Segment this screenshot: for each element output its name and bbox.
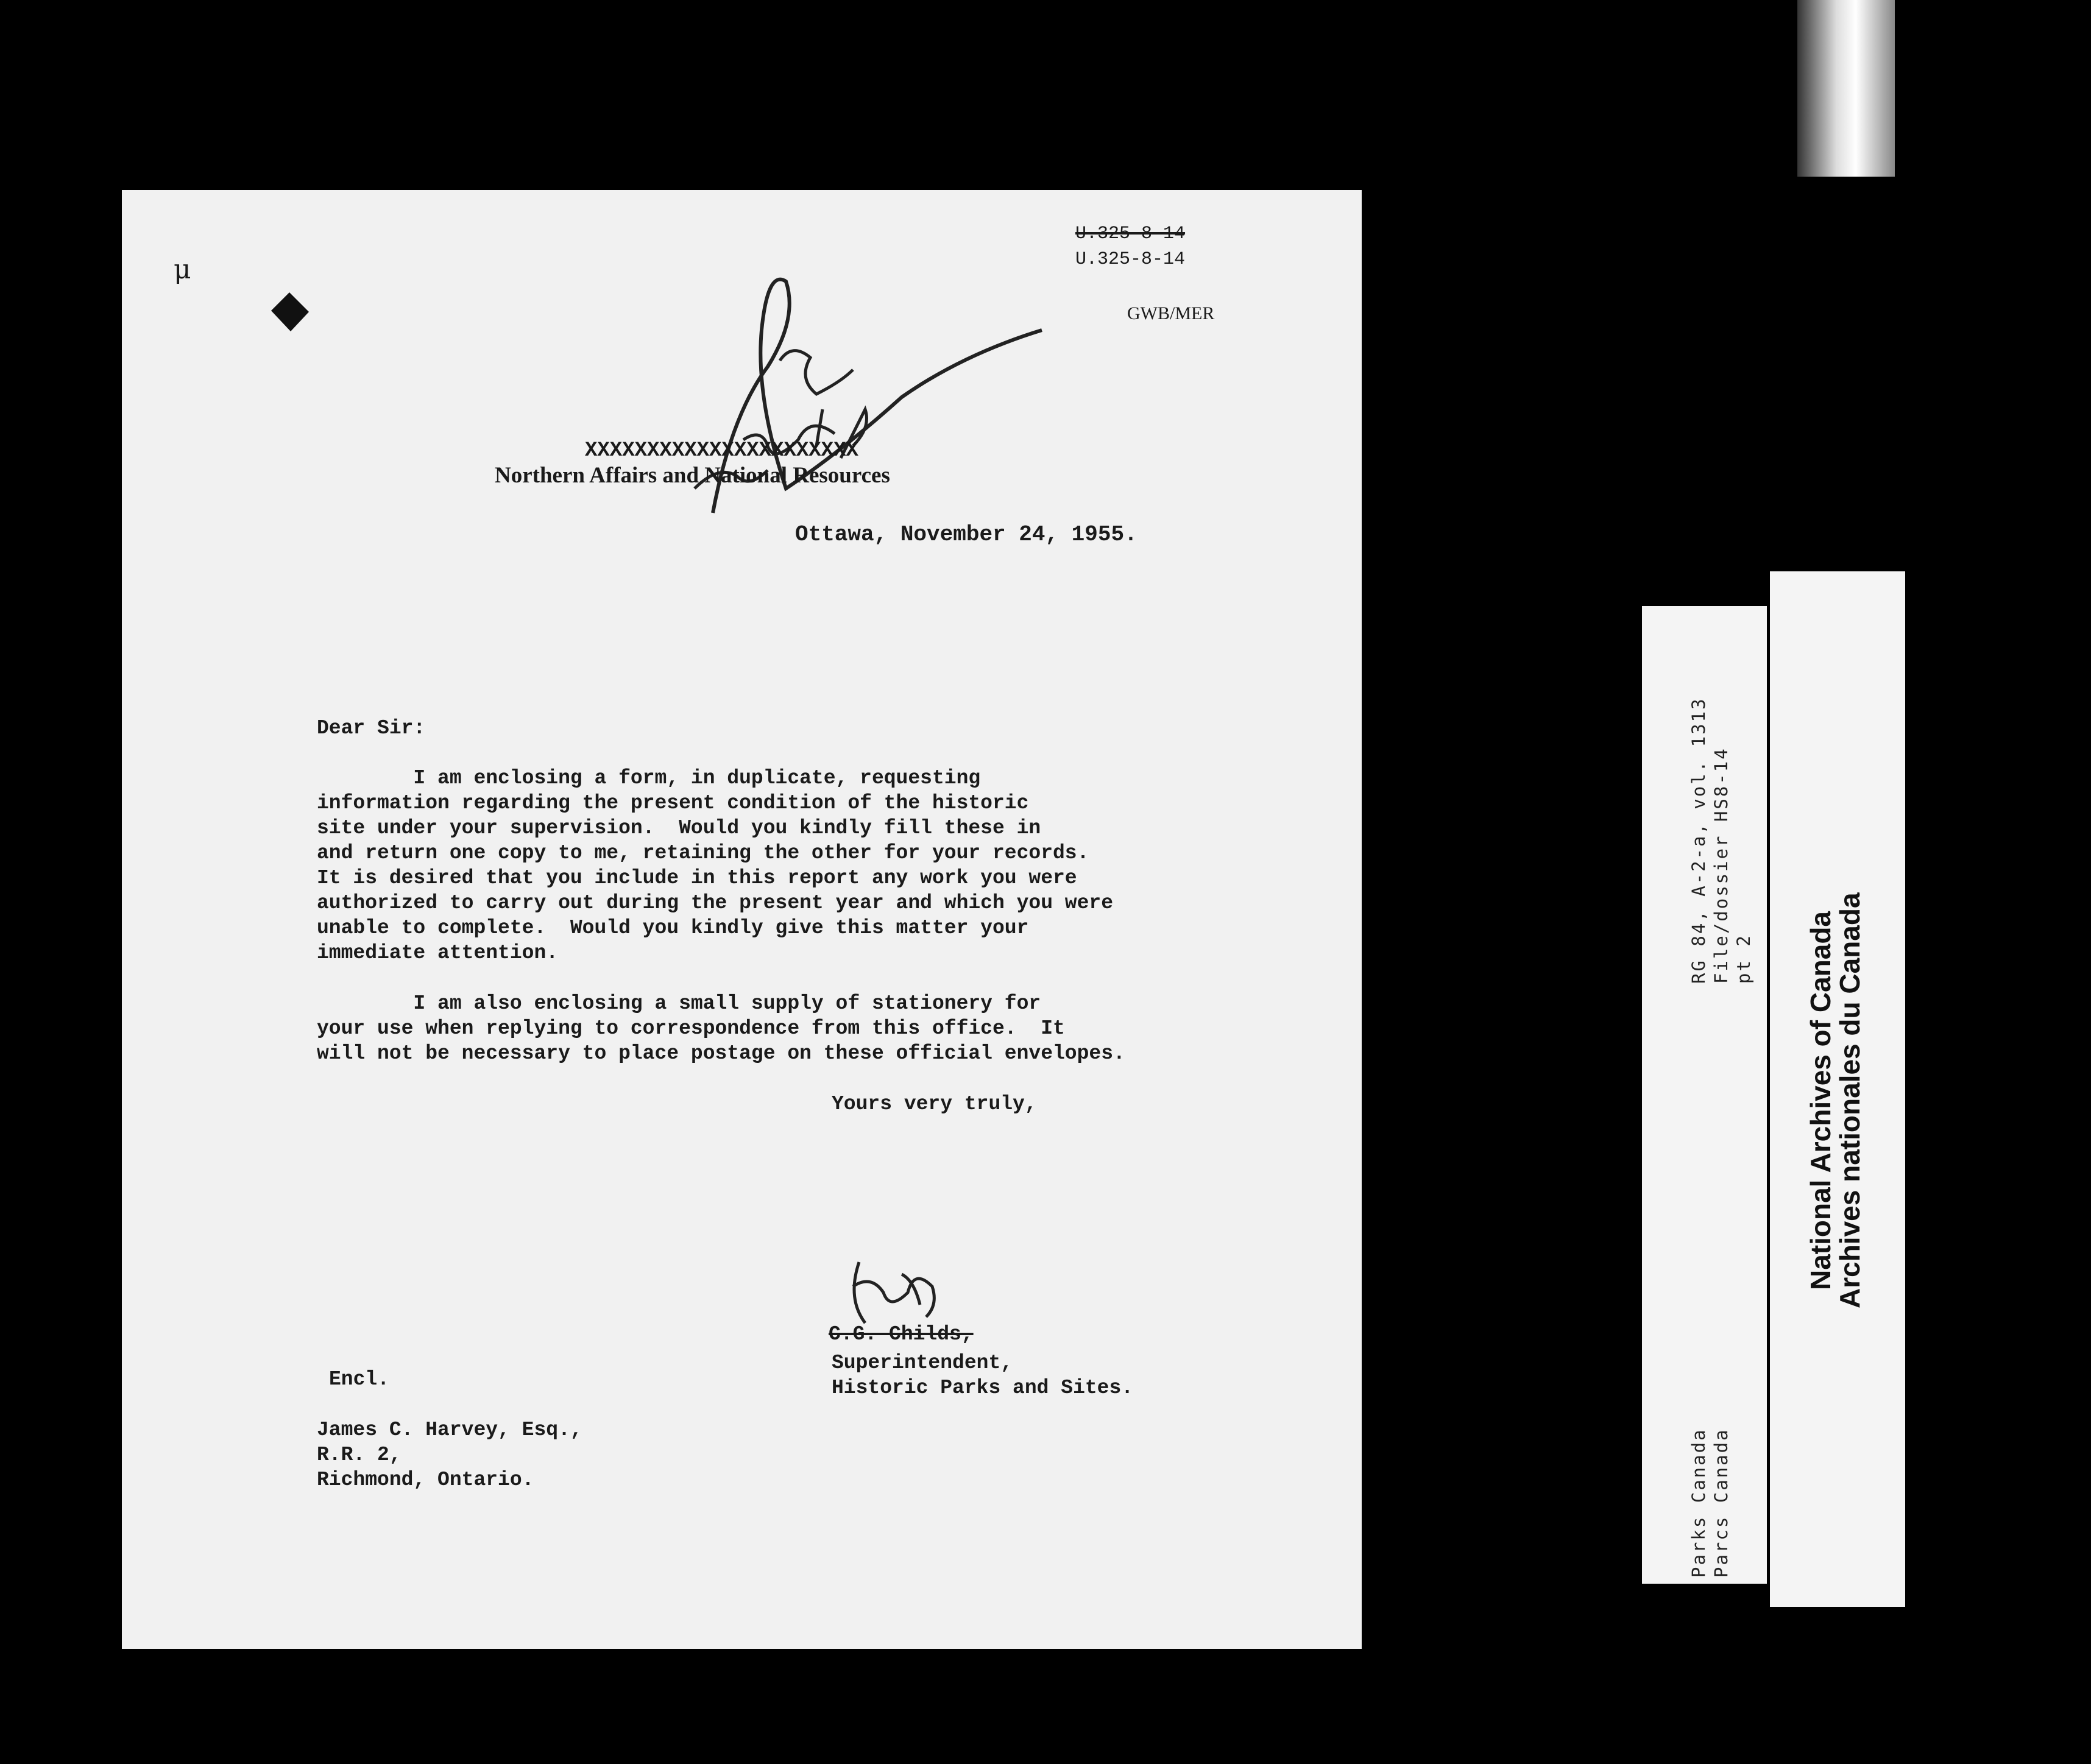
margin-mark: μ xyxy=(174,254,191,285)
archive-reference-line: RG 84, A-2-a, vol. 1313 xyxy=(1688,697,1709,984)
paragraph-1-line: immediate attention. xyxy=(317,942,559,964)
signer-office: Historic Parks and Sites. xyxy=(832,1377,1134,1399)
paragraph-2-line: will not be necessary to place postage on these official envelopes. xyxy=(317,1042,1125,1065)
address-line: Richmond, Ontario. xyxy=(317,1469,534,1491)
letter-date: Ottawa, November 24, 1955. xyxy=(795,522,1137,547)
signature-initials-icon xyxy=(841,1250,950,1329)
archive-reference-line: File/dossier HS8-14 xyxy=(1711,747,1732,984)
paragraph-2-line: I am also enclosing a small supply of stationery for xyxy=(317,992,1041,1015)
paragraph-2-line: your use when replying to correspondence from this office. It xyxy=(317,1017,1065,1040)
paragraph-1-line: authorized to carry out during the present year and which you were xyxy=(317,892,1114,914)
paragraph-1-line: It is desired that you include in this report any work you were xyxy=(317,867,1077,889)
file-number: U.325-8-14 xyxy=(1075,249,1186,270)
archive-reference-line: pt 2 xyxy=(1733,934,1754,984)
struck-file-number: U.325-8-14 xyxy=(1075,224,1186,244)
ink-blot-icon xyxy=(259,281,320,342)
paragraph-1-line: site under your supervision. Would you kindly fill these in xyxy=(317,817,1041,839)
archive-institution-strip xyxy=(1770,571,1905,1607)
department-name: Northern Affairs and National Resources xyxy=(495,463,890,488)
paragraph-1-line: I am enclosing a form, in duplicate, requesting xyxy=(317,767,981,789)
paragraph-1-line: unable to complete. Would you kindly give this matter your xyxy=(317,917,1029,939)
archive-name-en: National Archives of Canada xyxy=(1805,911,1836,1290)
agency-name-en: Parks Canada xyxy=(1688,1428,1709,1578)
closing: Yours very truly, xyxy=(832,1093,1037,1115)
address-line: R.R. 2, xyxy=(317,1444,402,1466)
signer-title: Superintendent, xyxy=(832,1352,1013,1374)
signer-name-struck: C.G. Childs, xyxy=(829,1323,974,1346)
agency-name-fr: Parcs Canada xyxy=(1711,1428,1732,1578)
paragraph-1-line: and return one copy to me, retaining the other for your records. xyxy=(317,842,1089,864)
archive-reference-strip xyxy=(1642,606,1767,1584)
enclosure-note: Encl. xyxy=(329,1368,390,1391)
salutation: Dear Sir: xyxy=(317,717,426,739)
paragraph-1-line: information regarding the present condition of the historic xyxy=(317,792,1029,814)
letter-page xyxy=(122,190,1362,1649)
address-line: James C. Harvey, Esq., xyxy=(317,1419,582,1441)
typist-initials: GWB/MER xyxy=(1127,303,1215,323)
film-reel-marker xyxy=(1797,0,1895,177)
crossed-out-line: XXXXXXXXXXXXXXXXXXXXXX xyxy=(585,439,858,462)
archive-name-fr: Archives nationales du Canada xyxy=(1834,892,1866,1308)
